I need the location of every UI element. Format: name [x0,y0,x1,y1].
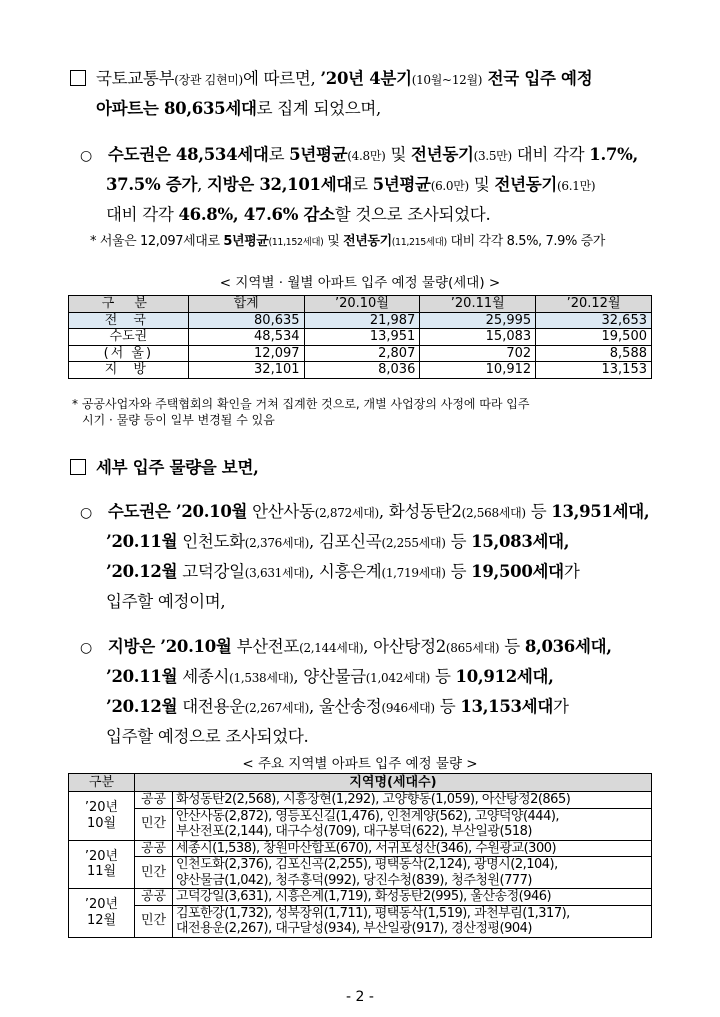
table-row [69,840,652,857]
row-label: 전 국 [69,312,189,329]
table-cell: 19,500 [536,329,652,346]
table2-caption: < 주요 지역별 아파트 입주 예정 물량 > [242,756,478,772]
major-regions-table [68,773,652,938]
table-cell: 25,995 [420,312,536,329]
bullet2-line2: ’20.11월 인천도화(2,376세대), 김포신곡(2,255세대) 등 15,083세대, [106,532,570,551]
table-header-row [69,296,652,313]
table-cell: 8,588 [536,345,652,362]
circle-bullet-icon: ○ [80,148,92,164]
table-header-cell: ’20.12월 [536,296,652,313]
table-row [69,329,652,346]
sites-cell: 안산사동(2,872), 영등포신길(1,476), 인천계양(562), 고양덕양(444), 부산전포(2,144), 대구수성(709), 대구봉덕(622), 부산일광(518) [173,808,652,840]
table-header-cell: ’20.11월 [420,296,536,313]
period-cell: ’20년 11월 [69,840,135,889]
bullet3-line2: ’20.11월 세종시(1,538세대), 양산물금(1,042세대) 등 10,912세대, [106,667,554,686]
kind-cell: 공공 [135,792,173,809]
kind-cell: 공공 [135,840,173,857]
table-cell: 80,635 [188,312,304,329]
bullet3-line1: ○ 지방은 ’20.10월 부산전포(2,144세대), 아산탕정2(865세대) 등 8,036세대, [80,632,612,663]
row-label: 수도권 [69,329,189,346]
table-row [69,362,652,379]
table1-footnote-1: * 공공사업자와 주택협회의 확인을 거쳐 집계한 것으로, 개별 사업장의 사정에 따라 입주 [72,397,530,411]
table-cell: 15,083 [420,329,536,346]
table1-caption: < 지역별 · 월별 아파트 입주 예정 물량(세대) > [219,275,501,291]
table-header-cell: 구 분 [69,296,189,313]
table-row [69,889,652,906]
section1-line1: 국토교통부(장관 김현미)에 따르면, ’20년 4분기(10월~12월) 전국 입주 예정 [70,64,592,95]
kind-cell: 민간 [135,905,173,937]
row-label: 지 방 [69,362,189,379]
bullet2-line4: 입주할 예정이며, [106,592,226,611]
regional-monthly-table [68,295,652,379]
table-row [69,312,652,329]
table-row [69,345,652,362]
bullet3-line3: ’20.12월 대전용운(2,267세대), 울산송정(946세대) 등 13,153세대가 [106,697,569,716]
table-header-cell: 구분 [69,774,135,792]
checkbox-square-icon [70,459,86,475]
table-row [69,808,652,840]
bullet2-line1: ○ 수도권은 ’20.10월 안산사동(2,872세대), 화성동탄2(2,568세대) 등 13,951세대, [80,497,649,528]
sites-cell: 인천도화(2,376), 김포신곡(2,255), 평택동삭(2,124), 광명시(2,104), 양산물금(1,042), 청주흥덕(992), 당진수청(839), 청주청원(777) [173,857,652,889]
checkbox-square-icon [70,70,86,86]
table1-footnote-2: 시기 · 물량 등이 일부 변경될 수 있음 [82,413,275,427]
section2-line: 세부 입주 물량을 보면, [70,453,259,483]
period-cell: ’20년 12월 [69,889,135,938]
table-cell: 8,036 [304,362,420,379]
table-cell: 702 [420,345,536,362]
kind-cell: 민간 [135,857,173,889]
table-header-cell: 합계 [188,296,304,313]
table-header-cell: ’20.10월 [304,296,420,313]
table-cell: 12,097 [188,345,304,362]
sites-cell: 김포한강(1,732), 성북장위(1,711), 평택동삭(1,519), 과천부림(1,317), 대전용운(2,267), 대구달성(934), 부산일광(917), 경산정평(904) [173,905,652,937]
circle-bullet-icon: ○ [80,505,92,521]
bullet1-line1: ○ 수도권은 48,534세대로 5년평균(4.8만) 및 전년동기(3.5만) 대비 각각 1.7%, [80,140,638,171]
table-cell: 32,653 [536,312,652,329]
seoul-note: * 서울은 12,097세대로 5년평균(11,152세대) 및 전년동기(11,215세대) 대비 각각 8.5%, 7.9% 증가 [90,234,605,249]
table-row [69,857,652,889]
circle-bullet-icon: ○ [80,640,92,656]
sites-cell: 화성동탄2(2,568), 시흥장현(1,292), 고양향동(1,059), 아산탕정2(865) [173,792,652,809]
kind-cell: 공공 [135,889,173,906]
table-cell: 21,987 [304,312,420,329]
period-cell: ’20년 10월 [69,792,135,841]
page-number: - 2 - [346,989,374,1005]
sites-cell: 세종시(1,538), 창원마산합포(670), 서귀포성산(346), 수원광교(300) [173,840,652,857]
table-header-row [69,774,652,792]
table-cell: 13,153 [536,362,652,379]
row-label: (서 울) [69,345,189,362]
table-row [69,905,652,937]
bullet3-line4: 입주할 예정으로 조사되었다. [106,727,309,746]
sites-cell: 고덕강일(3,631), 시흥은계(1,719), 화성동탄2(995), 울산송정(946) [173,889,652,906]
table-cell: 32,101 [188,362,304,379]
bullet1-line3: 대비 각각 46.8%, 47.6% 감소할 것으로 조사되었다. [106,205,491,224]
bullet1-line2: 37.5% 증가, 지방은 32,101세대로 5년평균(6.0만) 및 전년동기(6.1만) [106,175,596,194]
table-header-cell: 지역명(세대수) [135,774,652,792]
table-row [69,792,652,809]
kind-cell: 민간 [135,808,173,840]
table-cell: 13,951 [304,329,420,346]
table-cell: 2,807 [304,345,420,362]
bullet2-line3: ’20.12월 고덕강일(3,631세대), 시흥은계(1,719세대) 등 19,500세대가 [106,562,580,581]
table-cell: 10,912 [420,362,536,379]
section1-line2: 아파트는 80,635세대로 집계 되었으며, [96,99,381,118]
table-cell: 48,534 [188,329,304,346]
